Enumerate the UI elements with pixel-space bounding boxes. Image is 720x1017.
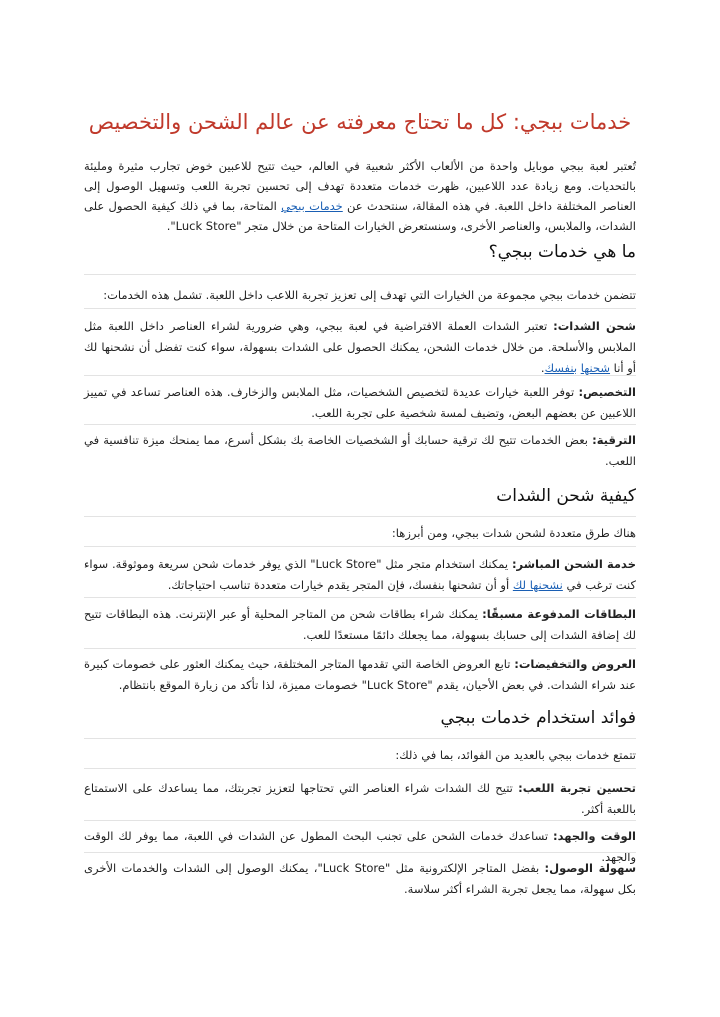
section1-item-1 — [84, 316, 636, 379]
divider — [84, 597, 636, 598]
divider — [84, 768, 636, 769]
item-text: توفر اللعبة خيارات عديدة لتخصيص الشخصيات، مثل الملابس والزخارف. هذه العناصر تساعد في تمييز اللاعبين عن بعضهم البعض، وتضيف لمسة شخصية على تجربة اللعب. — [84, 385, 636, 420]
item-term: العروض والتخفيضات: — [514, 657, 636, 671]
item-term: سهولة الوصول: — [544, 861, 636, 875]
item-term: البطاقات المدفوعة مسبقًا: — [482, 607, 636, 621]
section1-lead: تتضمن خدمات ببجي مجموعة من الخيارات التي تهدف إلى تعزيز تجربة اللاعب داخل اللعبة. تشمل هذه الخدمات: — [103, 288, 636, 302]
item-link-binafsak[interactable]: بنفسك — [544, 361, 578, 375]
section3-lead: تتمتع خدمات ببجي بالعديد من الفوائد، بما في ذلك: — [395, 748, 636, 762]
section2-lead: هناك طرق متعددة لشحن شدات ببجي، ومن أبرزها: — [391, 526, 636, 540]
section2-heading: كيفية شحن الشدات — [496, 486, 636, 506]
intro-text-1: تُعتبر لعبة ببجي موبايل واحدة من الألعاب الأكثر شعبية في العالم، حيث تتيح للاعبين خوض تجارب مثيرة ومليئة بالتحديات. ومع زيادة عدد اللاعبين، ظهرت خدمات متعددة تهدف إلى تحسين تجربة اللعب وتسهيل الوصول إلى العناصر المختلفة داخل اللعبة. في هذه المقالة، سنتحدث عن — [84, 159, 636, 213]
section1-item-2 — [84, 382, 636, 424]
divider — [84, 820, 636, 821]
item-term: الوقت والجهد: — [552, 829, 636, 843]
item-text: بعض الخدمات تتيح لك ترقية حسابك أو الشخصيات الخاصة بك بشكل أسرع، مما يمنحك ميزة تنافسية في اللعب. — [84, 433, 636, 468]
divider — [84, 308, 636, 309]
divider — [84, 516, 636, 517]
section1-item-3 — [84, 430, 636, 472]
item-link-shahnha[interactable]: شحنها — [580, 361, 611, 375]
divider — [84, 424, 636, 425]
divider — [84, 852, 636, 853]
section3-item-1 — [84, 778, 636, 820]
item-text: بفضل المتاجر الإلكترونية مثل "Luck Store"، يمكنك الوصول إلى الشدات والخدمات الأخرى بكل سهولة، مما يجعل تجربة الشراء أكثر سلاسة. — [84, 861, 636, 896]
divider — [84, 738, 636, 739]
section2-item-2 — [84, 604, 636, 646]
section2-item-3 — [84, 654, 636, 696]
item-term: التخصيص: — [578, 385, 636, 399]
page-title: خدمات ببجي: كل ما تحتاج معرفته عن عالم الشحن والتخصيص — [88, 110, 632, 134]
item-term: شحن الشدات: — [553, 319, 636, 333]
item-text: تساعدك خدمات الشحن على تجنب البحث المطول عن الشدات في اللعبة، مما يوفر لك الوقت والجهد. — [84, 829, 636, 864]
item-term: تحسين تجربة اللعب: — [518, 781, 636, 795]
item-term: الترقية: — [592, 433, 636, 447]
item-term: خدمة الشحن المباشر: — [511, 557, 636, 571]
item-text: يمكنك استخدام متجر مثل "Luck Store" الذي يوفر خدمات شحن سريعة وموثوقة. سواء كنت ترغب في — [84, 557, 636, 592]
divider — [84, 546, 636, 547]
intro-text-2: المتاحة، بما في ذلك كيفية الحصول على الشدات، والملابس، والعناصر الأخرى، وسنستعرض الخيارات المتاحة من خلال متجر "Luck Store". — [84, 199, 636, 233]
section2-item-1 — [84, 554, 636, 596]
item-text: تتيح لك الشدات شراء العناصر التي تحتاجها لتعزيز تجربتك، مما يساعدك على الاستمتاع باللعبة أكثر. — [84, 781, 636, 816]
section3-item-3 — [84, 858, 636, 900]
intro-link[interactable]: خدمات ببجي — [281, 199, 343, 213]
item-text: تعتبر الشدات العملة الافتراضية في لعبة ببجي، وهي ضرورية لشراء العناصر داخل اللعبة مثل الملابس والأسلحة. من خلال خدمات الشحن، يمكنك الحصول على الشدات بسهولة، سواء كنت تفضل أن نشحنها لك أو أنا — [84, 319, 636, 375]
divider — [84, 375, 636, 376]
divider — [84, 648, 636, 649]
item-text: يمكنك شراء بطاقات شحن من المتاجر المحلية أو عبر الإنترنت. هذه البطاقات تتيح لك إضافة الشدات إلى حسابك بسهولة، مما يجعلك دائمًا مستعدًا للعب. — [84, 607, 636, 642]
intro-paragraph — [84, 156, 636, 236]
item-text-end: أو أن تشحنها بنفسك، فإن المتجر يقدم خيارات متعددة تناسب احتياجاتك. — [167, 578, 513, 592]
divider — [84, 274, 636, 275]
section1-heading: ما هي خدمات ببجي؟ — [488, 242, 636, 262]
item-link-nashhanha-lak[interactable]: نشحنها لك — [512, 578, 563, 592]
section3-heading: فوائد استخدام خدمات ببجي — [440, 708, 636, 728]
item-text-end: . — [540, 361, 545, 375]
item-text: تابع العروض الخاصة التي تقدمها المتاجر المختلفة، حيث يمكنك العثور على خصومات كبيرة عند شراء الشدات. في بعض الأحيان، يقدم "Luck Store" خصومات مميزة، لذا تأكد من زيارة الموقع بانتظام. — [84, 657, 636, 692]
